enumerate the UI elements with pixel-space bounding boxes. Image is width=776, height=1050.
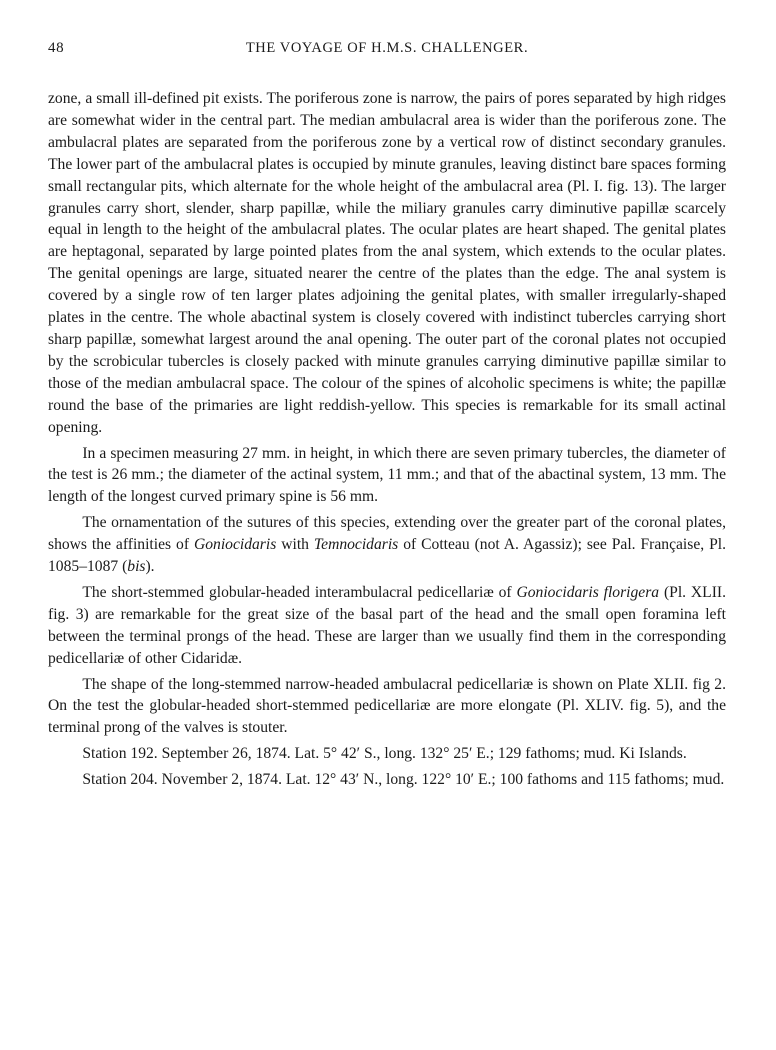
paragraph-4-text-c: (Pl. XLII. fig. 3) are remarkable for the great size of the basal part of the head and the small open foramina left between the terminal prongs of the head. These are larger than we usually find them in the corresponding pedicellariæ of other Cidaridæ.	[48, 583, 726, 667]
page-number: 48	[48, 40, 65, 56]
station-192: Station 192. September 26, 1874. Lat. 5° 42′ S., long. 132° 25′ E.; 129 fathoms; mud. Ki Islands.	[82, 745, 687, 763]
bis-italic: bis	[127, 558, 146, 576]
paragraph-1: zone, a small ill-defined pit exists. The poriferous zone is narrow, the pairs of pores separated by high ridges are somewhat wider in the central part. The median ambulacral area is wider than the poriferous zone. The ambulacral plates are separated from the poriferous zone by a vertical row of distinct secondary granules. The lower part of the ambulacral plates is occupied by minute granules, leaving distinct bare spaces forming small rectangular pits, which alternate for the whole height of the ambulacral area (Pl. I. fig. 13). The larger granules carry short, slender, sharp papillæ, while the miliary granules carry diminutive papillæ scarcely equal in length to the height of the ambulacral plates. The ocular plates are heart shaped. The genital plates are heptagonal, separated by large pointed plates from the anal system, which extends to the ocular plates. The genital openings are large, situated nearer the centre of the plates than the edge. The anal system is covered by a single row of ten larger plates adjoining the genital plates, with smaller irregularly-shaped plates in the centre. The whole abactinal system is closely covered with indistinct tubercles carrying short sharp papillæ, somewhat largest around the anal opening. The outer part of the coronal plates not occupied by the scrobicular tubercles is closely packed with minute granules carrying diminutive papillæ similar to those of the median ambulacral space. The colour of the spines of alcoholic specimens is white; the papillæ round the base of the primaries are light reddish-yellow. This species is remarkable for its small actinal opening.	[48, 90, 726, 436]
paragraph-3-text-e: of Cotteau (not A. Agassiz); see Pal. Française, Pl. 1085–1087 (	[48, 536, 726, 576]
running-head	[48, 40, 726, 64]
station-204: Station 204. November 2, 1874. Lat. 12° 43′ N., long. 122° 10′ E.; 100 fathoms and 115 fathoms; mud.	[82, 771, 725, 789]
paragraph-4	[48, 582, 726, 670]
paragraph-3-text-c: with	[276, 536, 314, 554]
taxon-goniocidaris-florigera: Goniocidaris florigera	[516, 583, 660, 601]
page	[48, 40, 726, 795]
paragraph-2: In a specimen measuring 27 mm. in height, in which there are seven primary tubercles, the diameter of the test is 26 mm.; the diameter of the actinal system, 11 mm.; and that of the abactinal system, 13 mm. The length of the longest curved primary spine is 56 mm.	[48, 444, 726, 506]
paragraph-3-text-g: ).	[145, 558, 155, 576]
body-text	[48, 88, 726, 791]
taxon-temnocidaris: Temnocidaris	[313, 536, 399, 554]
taxon-goniocidaris: Goniocidaris	[193, 536, 277, 554]
paragraph-3	[48, 512, 726, 578]
running-title: THE VOYAGE OF H.M.S. CHALLENGER.	[245, 40, 529, 56]
paragraph-5: The shape of the long-stemmed narrow-headed ambulacral pedicellariæ is shown on Plate XLII. fig 2. On the test the globular-headed short-stemmed pedicellariæ are more elongate (Pl. XLIV. fig. 5), and the terminal prong of the valves is stouter.	[48, 675, 726, 737]
paragraph-4-text-a: The short-stemmed globular-headed interambulacral pedicellariæ of	[82, 583, 517, 601]
paragraph-3-text-a: The ornamentation of the sutures of this species, extending over the greater part of the coronal plates, shows the affinities of	[48, 514, 726, 554]
